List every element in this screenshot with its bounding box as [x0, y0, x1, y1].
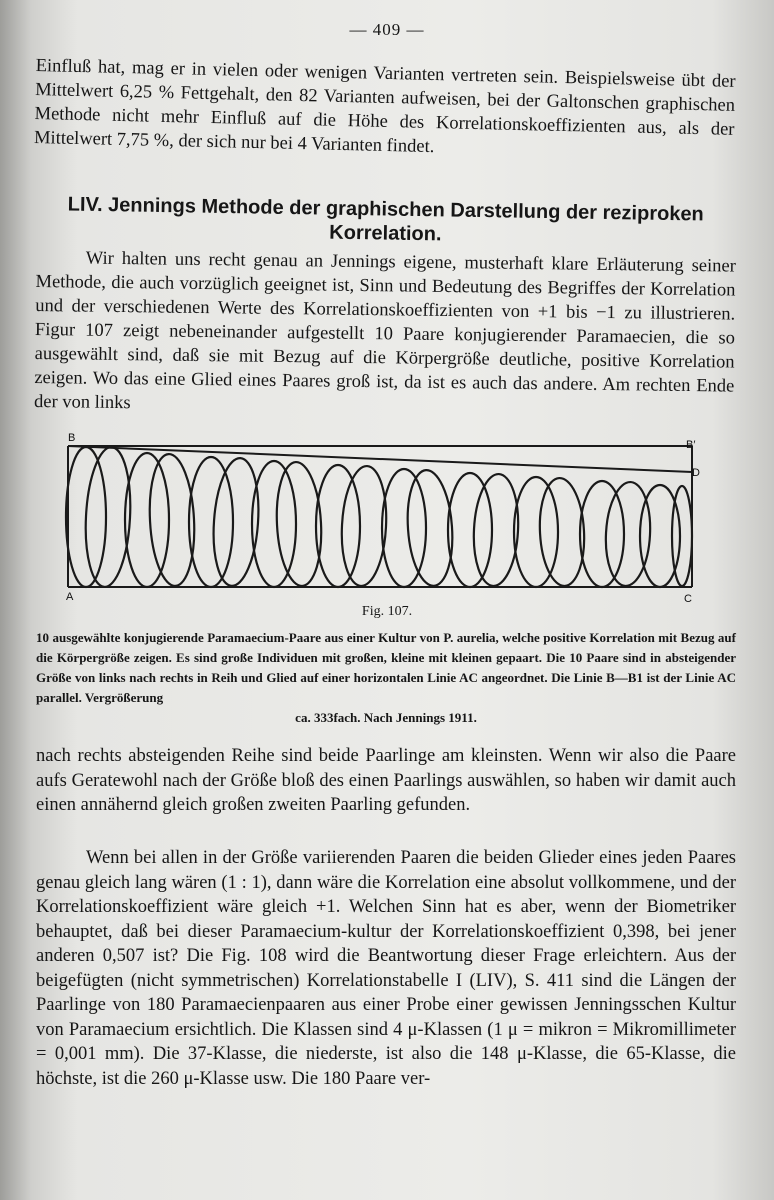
label-d: D — [692, 467, 700, 479]
figure-caption-end: ca. 333fach. Nach Jennings 1911. — [295, 710, 477, 725]
paramaecium-pairs-illustration — [62, 432, 712, 608]
label-a: A — [66, 591, 74, 603]
section-heading: LIV. Jennings Methode der graphischen Darstellung der reziproken Korrelation. — [67, 193, 704, 246]
figure-107 — [62, 432, 712, 608]
label-b: B — [68, 432, 76, 444]
label-b1: B′ — [686, 439, 696, 451]
paragraph-4: Wenn bei allen in der Größe variierenden Paaren die beiden Glieder eines jeden Paares genau gleich lang wären (1 : 1), dann wäre die Korrelation eine absolut vollkommene, und der Korrelationskoeffizient wäre gleich +1. Welchen Sinn hat es aber, wenn der Biometriker behauptet, daß bei dieser Paramaecium-kultur der Korrelationskoeffizient 0,398, bei jener anderen 0,507 ist? Die Fig. 108 wird die Beantwortung dieser Frage erleichtern. Aus der beigefügten (nicht symmetrischen) Korrelationstabelle I (LIV), S. 411 sind die Längen der Paarlinge von 180 Paramaecienpaaren aus einer Probe einer gewissen Jenningsschen Kultur von Paramaecium ersichtlich. Die Klassen sind 4 μ-Klassen (1 μ = mikron = Mikromillimeter = 0,001 mm). Die 37-Klasse, die niederste, ist also die 148 μ-Klasse, die 65-Klasse, die höchste, ist die 260 μ-Klasse usw. Die 180 Paare ver- — [36, 848, 736, 1089]
paragraph-2: Wir halten uns recht genau an Jennings eigene, musterhaft klare Erläuterung seiner Methode, die auch vorzüglich geeignet ist, Sinn und Bedeutung des Begriffes der Korrelation und der verschiedenen Werte des Korrelationskoeffizienten von +1 bis −1 zu illustrieren. Figur 107 zeigt nebeneinander aufgestellt 10 Paare konjugierender Paramaecien, die so ausgewählt sind, daß sie mit Bezug auf die Körpergröße deutliche, positive Korrelation zeigen. Wo das eine Glied eines Paares groß ist, da ist es auch das andere. Am rechten Ende der von links — [33, 248, 736, 414]
figure-caption — [36, 628, 736, 728]
paragraph-1: Einfluß hat, mag er in vielen oder wenigen Varianten vertreten sein. Beispielsweise übt der Mittelwert 6,25 % Fettgehalt, den 82 Varianten aufweisen, bei der Galtonschen graphischen Methode nicht mehr Einfluß auf die Höhe des Korrelationskoeffizienten aus, als der Mittelwert 7,75 %, der sich nur bei 4 Varianten findet. — [33, 55, 736, 158]
page-number: — 409 — — [349, 20, 425, 39]
paragraph-3: nach rechts absteigenden Reihe sind beide Paarlinge am kleinsten. Wenn wir also die Paare aufs Geratewohl nach der Größe bloß des einen Paarlings auswählen, so haben wir damit auch einen annähernd gleich großen zweiten Paarling gefunden. — [36, 746, 736, 815]
figure-caption-text: 10 ausgewählte konjugierende Paramaecium-Paare aus einer Kultur von P. aurelia, welche positive Korrelation mit Bezug auf die Körpergröße zeigen. Es sind große Individuen mit großen, kleine mit kleinen gepaart. Die 10 Paare sind in absteigender Größe von links nach rechts in Reih und Glied auf einer horizontalen Linie AC angeordnet. Die Linie B—B1 ist der Linie AC parallel. Vergrößerung — [36, 630, 736, 705]
label-c: C — [684, 593, 692, 605]
figure-title: Fig. 107. — [361, 604, 413, 619]
